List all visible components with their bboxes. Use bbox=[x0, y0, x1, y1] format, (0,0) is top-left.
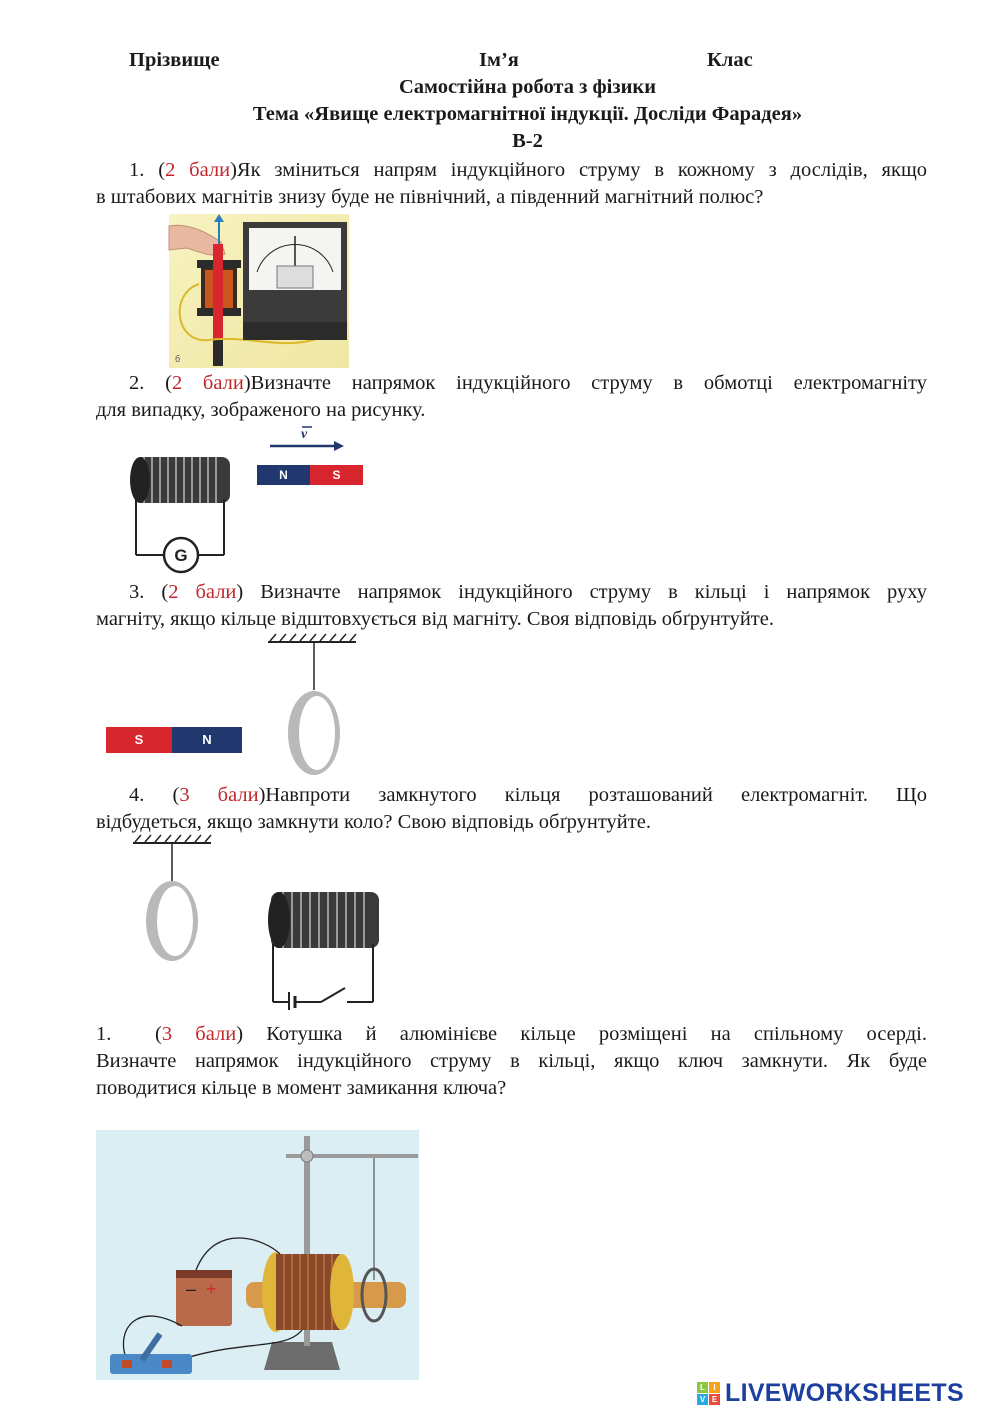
question-1-line-1: 1. (2 бали)Як зміниться напрям індукційного струму в кожному з дослідів, якщо bbox=[129, 159, 927, 181]
question-4-line-1: 4. (3 бали)Навпроти замкнутого кільця розташований електромагніт. Що bbox=[129, 784, 927, 806]
question-5-line-1: 1. (3 бали) Котушка й алюмінієве кільце розміщені на спільному осерді. bbox=[96, 1023, 927, 1045]
magnet-pole-south: S bbox=[310, 465, 363, 485]
figure-coil-ring-core bbox=[96, 1130, 419, 1380]
question-2-line-2: для випадку, зображеного на рисунку. bbox=[96, 399, 426, 421]
magnet-pole-south: S bbox=[106, 727, 172, 753]
velocity-label: v bbox=[301, 427, 308, 442]
question-1-points: 2 бали bbox=[165, 159, 231, 181]
galvanometer-label: G bbox=[174, 546, 188, 565]
svg-text:б: б bbox=[175, 354, 181, 364]
battery-minus-label: – bbox=[186, 1279, 197, 1299]
magnet-pole-north: N bbox=[172, 727, 242, 753]
class-label: Клас bbox=[707, 49, 753, 71]
surname-label: Прізвище bbox=[129, 49, 220, 71]
battery-plus-label: + bbox=[206, 1279, 217, 1299]
figure-faraday-experiment bbox=[169, 214, 349, 368]
question-5-points: 3 бали bbox=[161, 1023, 237, 1045]
liveworksheets-logo[interactable] bbox=[695, 1378, 995, 1408]
question-4-points: 3 бали bbox=[179, 784, 259, 806]
bar-magnet-sn bbox=[106, 727, 242, 753]
question-3-line-2: магніту, якщо кільце відштовхується від магніту. Своя відповідь обґрунтуйте. bbox=[96, 608, 774, 630]
question-2-line-1: 2. (2 бали)Визначте напрямок індукційного струму в обмотці електромагніту bbox=[129, 372, 927, 394]
question-5-line-2: Визначте напрямок індукційного струму в кільці, якщо ключ замкнути. Як буде bbox=[96, 1050, 927, 1072]
question-1-line-2: в штабових магнітів знизу буде не північний, а південний магнітний полюс? bbox=[96, 186, 764, 208]
magnet-pole-north: N bbox=[257, 465, 310, 485]
figure-electromagnet-circuit bbox=[265, 888, 381, 1008]
question-2-points: 2 бали bbox=[171, 372, 244, 394]
variant-label: В-2 bbox=[512, 130, 543, 152]
bar-magnet-ns bbox=[257, 465, 363, 485]
figure-coil-galvanometer bbox=[128, 451, 232, 571]
brand-name: LIVEWORKSHEETS bbox=[725, 1379, 964, 1407]
question-3-line-1: 3. (2 бали) Визначте напрямок індукційного струму в кільці і напрямок руху bbox=[129, 581, 927, 603]
figure-hanging-ring bbox=[266, 634, 362, 778]
worksheet-title: Самостійна робота з фізики bbox=[398, 76, 657, 98]
figure-hanging-ring-2 bbox=[131, 835, 215, 961]
question-3-points: 2 бали bbox=[168, 581, 237, 603]
velocity-arrow bbox=[270, 424, 346, 454]
name-label: Ім’я bbox=[479, 49, 519, 71]
question-5-line-3: поводитися кільце в момент замикання ключа? bbox=[96, 1077, 507, 1099]
brand-logo-icon: L I V E bbox=[697, 1382, 721, 1406]
worksheet-topic: Тема «Явище електромагнітної індукції. Досліди Фарадея» bbox=[252, 103, 803, 125]
question-4-line-2: відбудеться, якщо замкнути коло? Свою відповідь обґрунтуйте. bbox=[96, 811, 651, 833]
